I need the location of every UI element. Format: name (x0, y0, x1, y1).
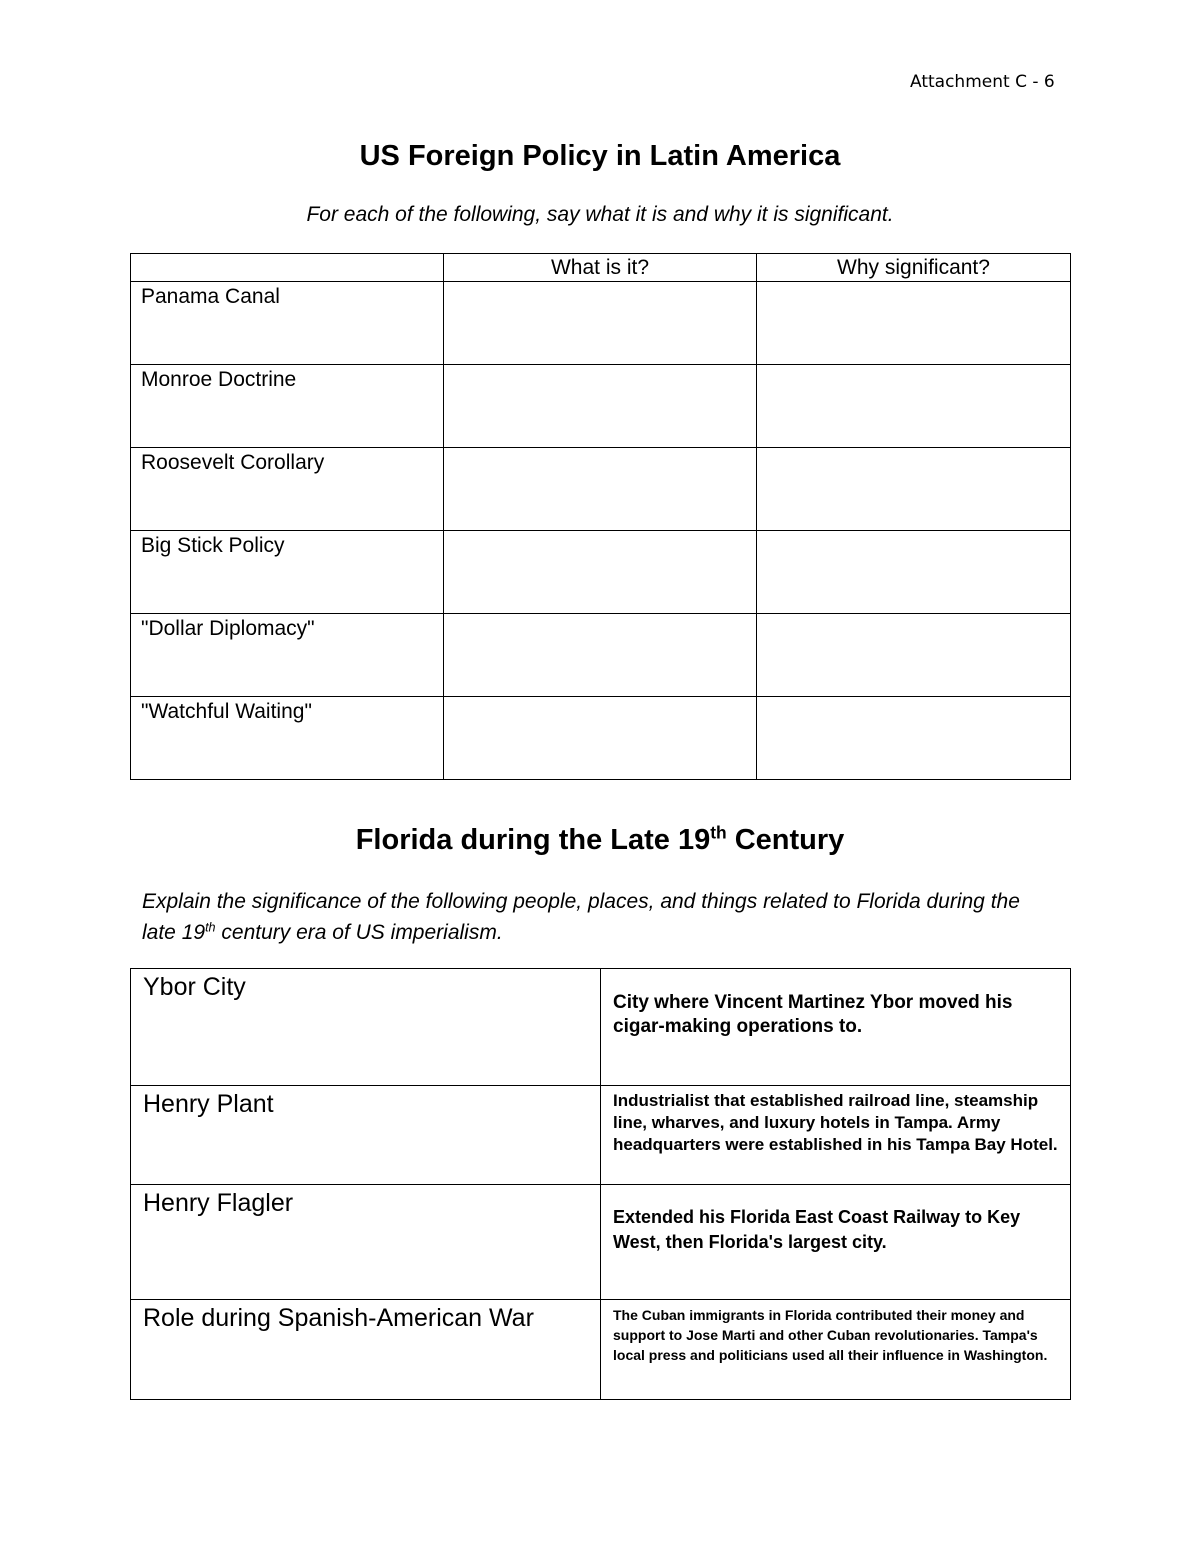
answer-cell[interactable]: Industrialist that established railroad line, steamship line, wharves, and luxury hotels in Tampa. Army headquarters were established in his Tampa Bay Hotel. (601, 1086, 1071, 1185)
why-cell[interactable] (757, 448, 1071, 531)
why-cell[interactable] (757, 531, 1071, 614)
florida-table (130, 968, 1071, 1400)
why-cell[interactable] (757, 697, 1071, 780)
instructions-text-end: century era of US imperialism. (215, 921, 503, 944)
term-cell: Monroe Doctrine (131, 365, 444, 448)
column-header-what: What is it? (444, 254, 757, 282)
term-cell: Henry Flagler (131, 1185, 601, 1300)
instructions-text: Explain the significance of the following people, places, and things related to Florida during the late 19 (142, 890, 1020, 944)
why-cell[interactable] (757, 365, 1071, 448)
title-superscript: th (710, 822, 727, 843)
table-row (131, 969, 1071, 1086)
answer-cell[interactable]: Extended his Florida East Coast Railway to Key West, then Florida's largest city. (601, 1185, 1071, 1300)
what-cell[interactable] (444, 448, 757, 531)
table-row (131, 531, 1071, 614)
table-row (131, 614, 1071, 697)
section-title-foreign-policy: US Foreign Policy in Latin America (359, 140, 841, 172)
table-header-row (131, 254, 1071, 282)
table-row (131, 1185, 1071, 1300)
table-row (131, 365, 1071, 448)
title-text-end: Century (726, 824, 845, 856)
what-cell[interactable] (444, 282, 757, 365)
answer-cell[interactable]: The Cuban immigrants in Florida contributed their money and support to Jose Marti and other Cuban revolutionaries. Tampa's local press and politicians used all their influence in Washington. (601, 1300, 1071, 1400)
answer-cell[interactable]: City where Vincent Martinez Ybor moved his cigar-making operations to. (601, 969, 1071, 1086)
attachment-label: Attachment C - 6 (910, 72, 1055, 92)
section-instructions-foreign-policy: For each of the following, say what it is and why it is significant. (306, 203, 894, 226)
term-cell: Roosevelt Corollary (131, 448, 444, 531)
what-cell[interactable] (444, 531, 757, 614)
what-cell[interactable] (444, 365, 757, 448)
table-row (131, 1086, 1071, 1185)
title-text: Florida during the Late 19 (355, 824, 711, 856)
foreign-policy-table (130, 253, 1071, 780)
what-cell[interactable] (444, 697, 757, 780)
term-cell: Role during Spanish-American War (131, 1300, 601, 1400)
term-cell: "Dollar Diplomacy" (131, 614, 444, 697)
what-cell[interactable] (444, 614, 757, 697)
term-cell: Big Stick Policy (131, 531, 444, 614)
instructions-superscript: th (205, 920, 216, 935)
why-cell[interactable] (757, 282, 1071, 365)
table-row (131, 448, 1071, 531)
term-cell: Henry Plant (131, 1086, 601, 1185)
why-cell[interactable] (757, 614, 1071, 697)
section-title-florida (0, 824, 1200, 857)
table-row (131, 282, 1071, 365)
term-cell: "Watchful Waiting" (131, 697, 444, 780)
column-header-term (131, 254, 444, 282)
table-row (131, 697, 1071, 780)
term-cell: Panama Canal (131, 282, 444, 365)
term-cell: Ybor City (131, 969, 601, 1086)
section-instructions-florida (142, 886, 1042, 948)
table-row (131, 1300, 1071, 1400)
column-header-why: Why significant? (757, 254, 1071, 282)
